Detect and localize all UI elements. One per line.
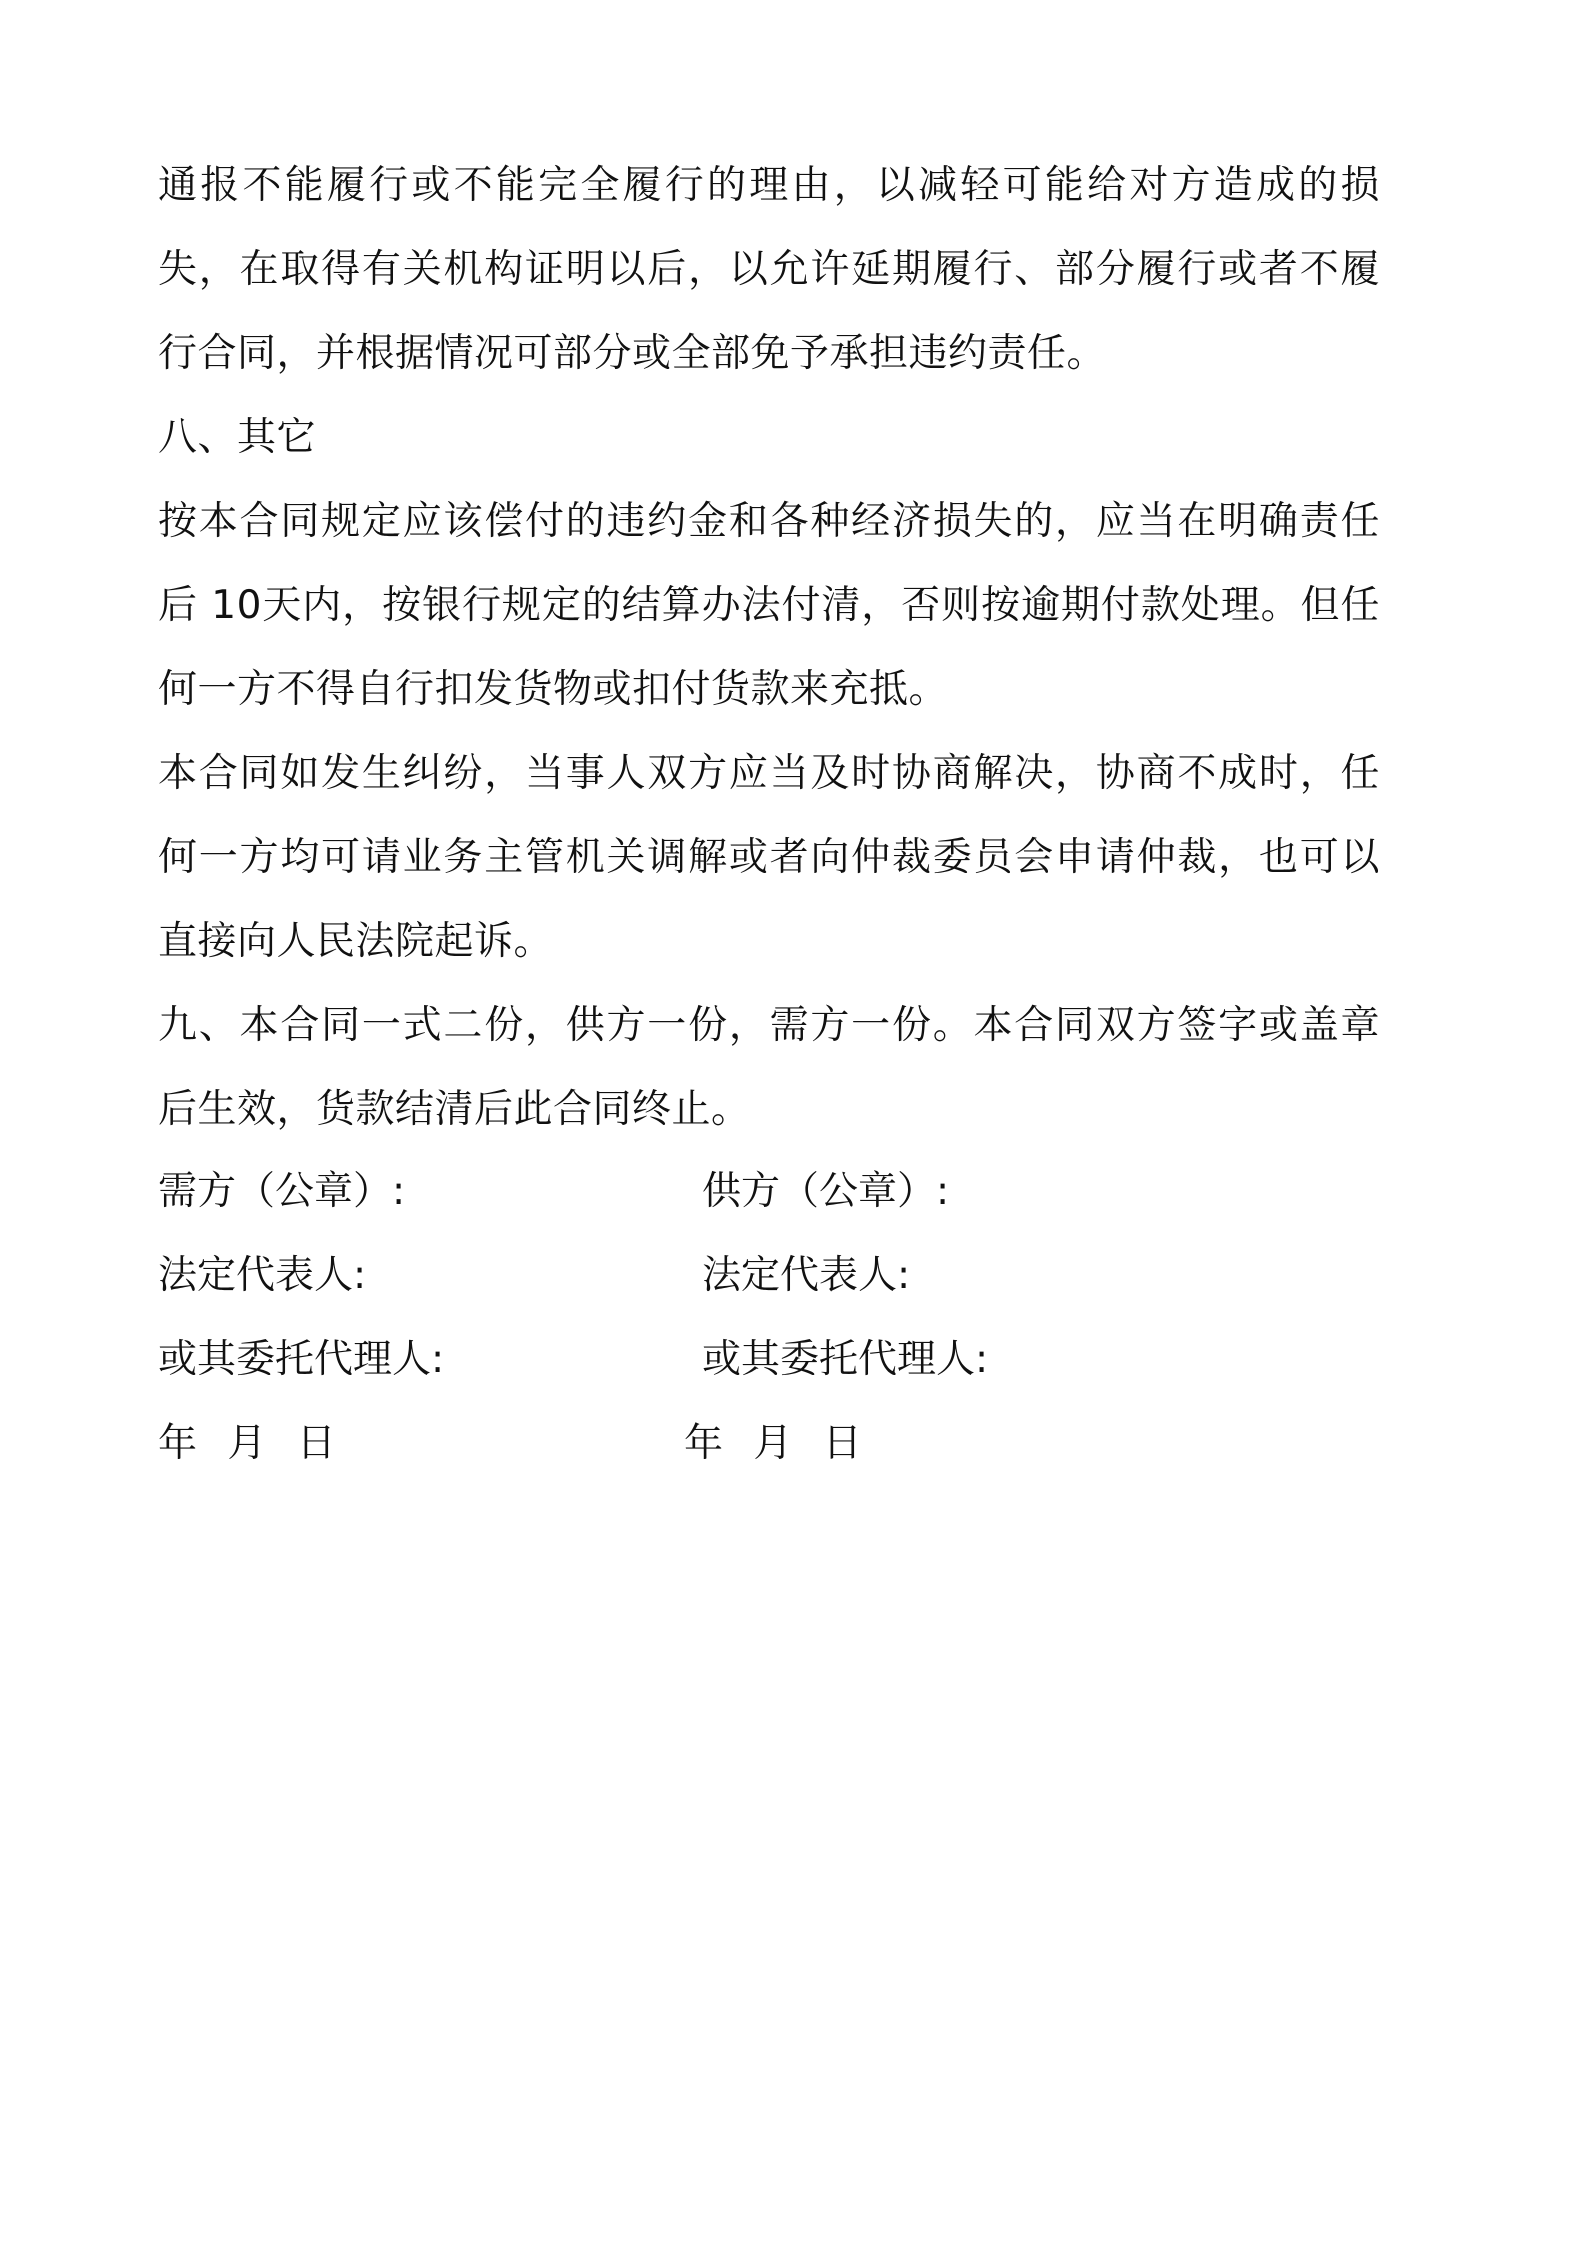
paragraph-copies: 九、本合同一式二份，供方一份，需方一份。本合同双方签字或盖章后生效，货款结清后此合同终止。 xyxy=(158,1003,1380,1132)
seller-date-label: 年 月 日 xyxy=(684,1421,862,1466)
paragraph-force-majeure: 通报不能履行或不能完全履行的理由，以减轻可能给对方造成的损失，在取得有关机构证明以后，以允许延期履行、部分履行或者不履行合同，并根据情况可部分或全部免予承担违约责任。 xyxy=(158,163,1380,376)
seller-seal-label: 供方（公章）: xyxy=(702,1169,950,1214)
signature-row-seal xyxy=(158,1150,1380,1234)
seller-agent-label: 或其委托代理人: xyxy=(702,1337,989,1382)
buyer-date-label: 年 月 日 xyxy=(158,1421,336,1466)
buyer-agent-label: 或其委托代理人: xyxy=(158,1337,445,1382)
contract-body xyxy=(158,144,1380,1152)
paragraph-disputes: 本合同如发生纠纷，当事人双方应当及时协商解决，协商不成时，任何一方均可请业务主管机关调解或者向仲裁委员会申请仲裁，也可以直接向人民法院起诉。 xyxy=(158,751,1380,964)
seller-legal-rep-label: 法定代表人: xyxy=(702,1253,911,1298)
buyer-seal-label: 需方（公章）: xyxy=(158,1169,406,1214)
signature-block xyxy=(158,1150,1380,1486)
signature-row-legal-rep xyxy=(158,1234,1380,1318)
signature-row-date xyxy=(158,1402,1380,1486)
paragraph-compensation: 按本合同规定应该偿付的违约金和各种经济损失的，应当在明确责任后 10天内，按银行规定的结算办法付清，否则按逾期付款处理。但任何一方不得自行扣发货物或扣付货款来充抵。 xyxy=(158,499,1380,712)
buyer-legal-rep-label: 法定代表人: xyxy=(158,1253,367,1298)
signature-row-agent xyxy=(158,1318,1380,1402)
section-heading-other: 八、其它 xyxy=(158,415,317,460)
